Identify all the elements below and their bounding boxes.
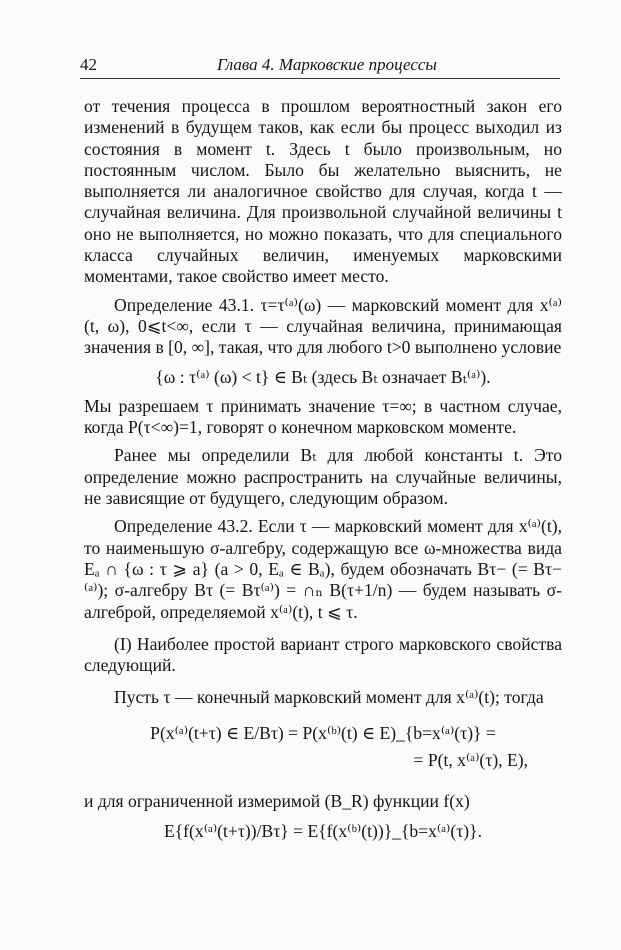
formula-expectation: E{f(x⁽ᵃ⁾(t+τ))/Bτ} = E{f(x⁽ᵇ⁾(t))}_{b=x⁽ᵃ⁾(τ)}.	[163, 820, 483, 841]
formula-condition: {ω : τ⁽ᵃ⁾ (ω) < t} ∈ Bₜ (здесь Bₜ означает Bₜ⁽ᵃ⁾).	[155, 366, 491, 387]
running-header	[80, 55, 560, 77]
paragraph-let: Пусть τ — конечный марковский момент для x⁽ᵃ⁾(t); тогда	[114, 687, 544, 708]
paragraph-variant: (I) Наиболее простой вариант строго марковского свойства следующий.	[84, 633, 562, 676]
formula-strong-markov-1: P(x⁽ᵃ⁾(t+τ) ∈ E/Bτ) = P(x⁽ᵇ⁾(t) ∈ E)_{b=x⁽ᵃ⁾(τ)} =	[150, 722, 496, 743]
definition-43-2: Определение 43.2. Если τ — марковский момент для x⁽ᵃ⁾(t), то наименьшую σ-алгебру, содержащую все ω-множества вида Eₐ ∩ {ω : τ ⩾ a} (a > 0, Eₐ ∈ Bₐ), будем обозначать Bτ− (= Bτ−⁽ᵃ⁾); σ-алгебру Bτ (= Bτ⁽ᵃ⁾) = ∩ₙ B(τ+1/n) — будем называть σ-алгеброй, определяемой x⁽ᵃ⁾(t), t ⩽ τ.	[84, 516, 562, 622]
formula-strong-markov-2: = P(t, x⁽ᵃ⁾(τ), E),	[413, 750, 528, 771]
paragraph-infinite: Мы разрешаем τ принимать значение τ=∞; в частном случае, когда P(τ<∞)=1, говорят о конечном марковском моменте.	[84, 395, 562, 438]
paragraph-intro: от течения процесса в прошлом вероятностный закон его изменений в будущем таков, как если бы процесс выходил из состояния в момент t. Здесь t было произвольным, но постоянным числом. Было бы желательно выяснить, не выполняется ли аналогичное свойство для случая, когда t — случайная величина. Для произвольной случайной величины t оно не выполняется, но можно показать, что для специального класса случайных величин, именуемых марковскими моментами, такое свойство имеет место.	[84, 96, 562, 287]
paragraph-extension: Ранее мы определили Bₜ для любой константы t. Это определение можно распространить на случайные величины, не зависящие от будущего, следующим образом.	[84, 445, 562, 509]
header-rule	[80, 78, 560, 79]
definition-43-1: Определение 43.1. τ=τ⁽ᵃ⁾(ω) — марковский момент для x⁽ᵃ⁾ (t, ω), 0⩽t<∞, если τ — случайная величина, принимающая значения в [0, ∞], такая, что для любого t>0 выполнено условие	[84, 294, 562, 358]
page-body	[84, 96, 562, 842]
paragraph-bounded: и для ограниченной измеримой (B_R) функции f(x)	[84, 791, 470, 812]
page-number: 42	[80, 55, 97, 74]
chapter-title: Глава 4. Марковские процессы	[217, 55, 437, 74]
